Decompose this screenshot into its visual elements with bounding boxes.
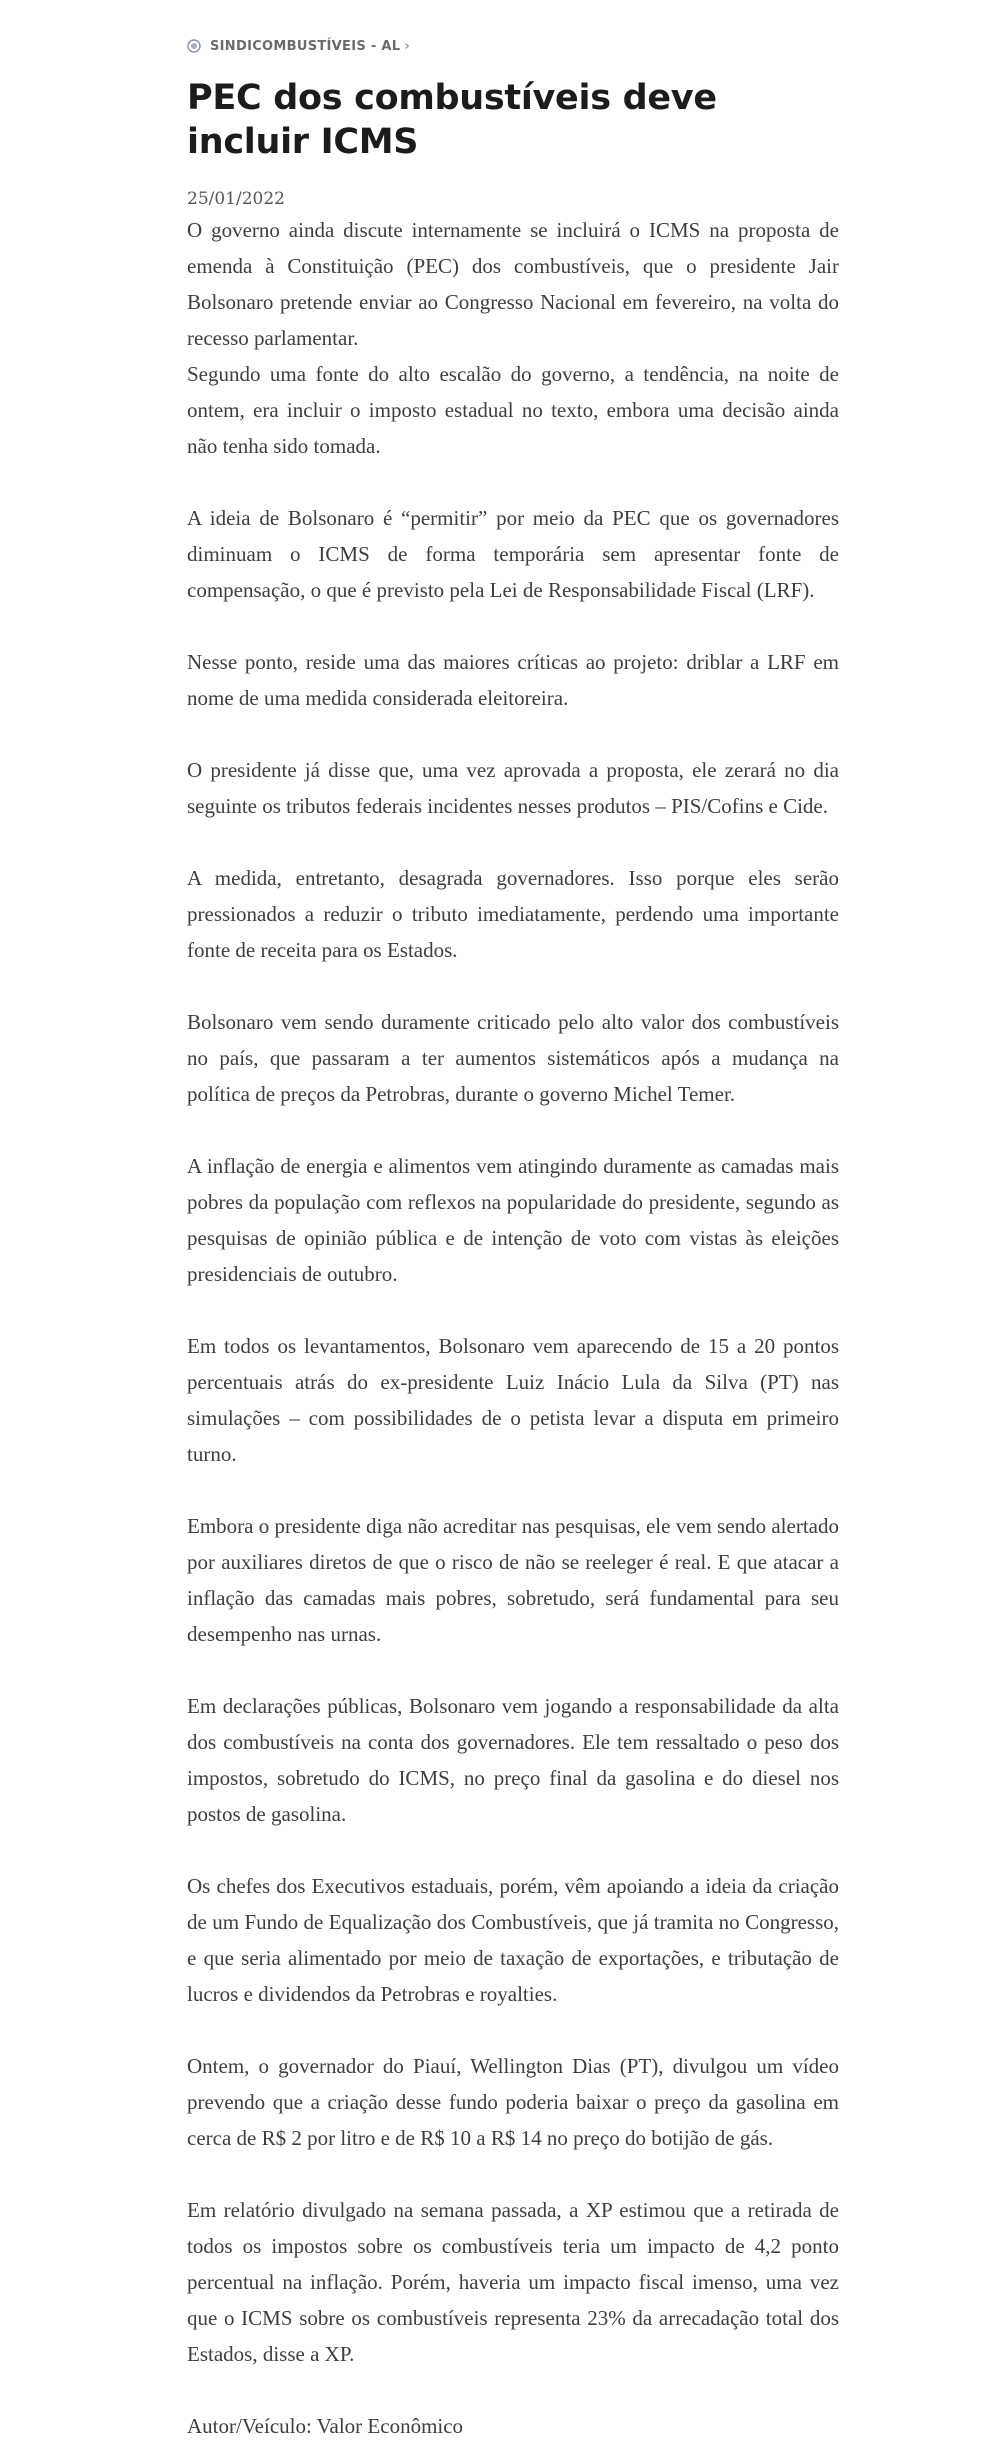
paragraph: Em declarações públicas, Bolsonaro vem jogando a responsabilidade da alta dos combustíveis na conta dos governadores. Ele tem ressaltado o peso dos impostos, sobretudo do ICMS, no preço final da gasolina e do diesel nos postos de gasolina. [187,1694,839,1826]
paragraph: Ontem, o governador do Piauí, Wellington Dias (PT), divulgou um vídeo prevendo que a criação desse fundo poderia baixar o preço da gasolina em cerca de R$ 2 por litro e de R$ 10 a R$ 14 no preço do botijão de gás. [187,2054,839,2150]
article-author: Autor/Veículo: Valor Econômico [187,2414,464,2438]
source-breadcrumb[interactable] [187,34,839,58]
paragraph: O governo ainda discute internamente se incluirá o ICMS na proposta de emenda à Constituição (PEC) dos combustíveis, que o presidente Jair Bolsonaro pretende enviar ao Congresso Nacional em fevereiro, na volta do recesso parlamentar. [187,218,839,350]
source-name[interactable]: SINDICOMBUSTÍVEIS - AL [210,38,401,54]
article [187,34,839,2444]
paragraph: A medida, entretanto, desagrada governadores. Isso porque eles serão pressionados a reduzir o tributo imediatamente, perdendo uma importante fonte de receita para os Estados. [187,866,839,962]
paragraph: A ideia de Bolsonaro é “permitir” por meio da PEC que os governadores diminuam o ICMS de forma temporária sem apresentar fonte de compensação, o que é previsto pela Lei de Responsabilidade Fiscal (LRF). [187,506,839,602]
paragraph: Bolsonaro vem sendo duramente criticado pelo alto valor dos combustíveis no país, que passaram a ter aumentos sistemáticos após a mudança na política de preços da Petrobras, durante o governo Michel Temer. [187,1010,839,1106]
article-date: 25/01/2022 [187,189,285,209]
paragraph: Em relatório divulgado na semana passada, a XP estimou que a retirada de todos os impostos sobre os combustíveis teria um impacto de 4,2 ponto percentual na inflação. Porém, haveria um impacto fiscal imenso, uma vez que o ICMS sobre os combustíveis representa 23% da arrecadação total dos Estados, disse a XP. [187,2198,839,2366]
paragraph: Os chefes dos Executivos estaduais, porém, vêm apoiando a ideia da criação de um Fundo de Equalização dos Combustíveis, que já tramita no Congresso, e que seria alimentado por meio de taxação de exportações, e tributação de lucros e dividendos da Petrobras e royalties. [187,1874,839,2006]
paragraph: Em todos os levantamentos, Bolsonaro vem aparecendo de 15 a 20 pontos percentuais atrás do ex-presidente Luiz Inácio Lula da Silva (PT) nas simulações – com possibilidades de o petista levar a disputa em primeiro turno. [187,1334,839,1466]
paragraph: Nesse ponto, reside uma das maiores críticas ao projeto: driblar a LRF em nome de uma medida considerada eleitoreira. [187,650,839,710]
source-badge-icon [187,39,201,53]
chevron-right-icon: › [404,38,410,54]
article-body [187,212,839,2372]
paragraph: A inflação de energia e alimentos vem atingindo duramente as camadas mais pobres da população com reflexos na popularidade do presidente, segundo as pesquisas de opinião pública e de intenção de voto com vistas às eleições presidenciais de outubro. [187,1154,839,1286]
paragraph: Embora o presidente diga não acreditar nas pesquisas, ele vem sendo alertado por auxiliares diretos de que o risco de não se reeleger é real. E que atacar a inflação das camadas mais pobres, sobretudo, será fundamental para seu desempenho nas urnas. [187,1514,839,1646]
paragraph: Segundo uma fonte do alto escalão do governo, a tendência, na noite de ontem, era incluir o imposto estadual no texto, embora uma decisão ainda não tenha sido tomada. [187,362,839,458]
paragraph: O presidente já disse que, uma vez aprovada a proposta, ele zerará no dia seguinte os tributos federais incidentes nesses produtos – PIS/Cofins e Cide. [187,758,839,818]
article-title: PEC dos combustíveis deve incluir ICMS [187,78,717,162]
